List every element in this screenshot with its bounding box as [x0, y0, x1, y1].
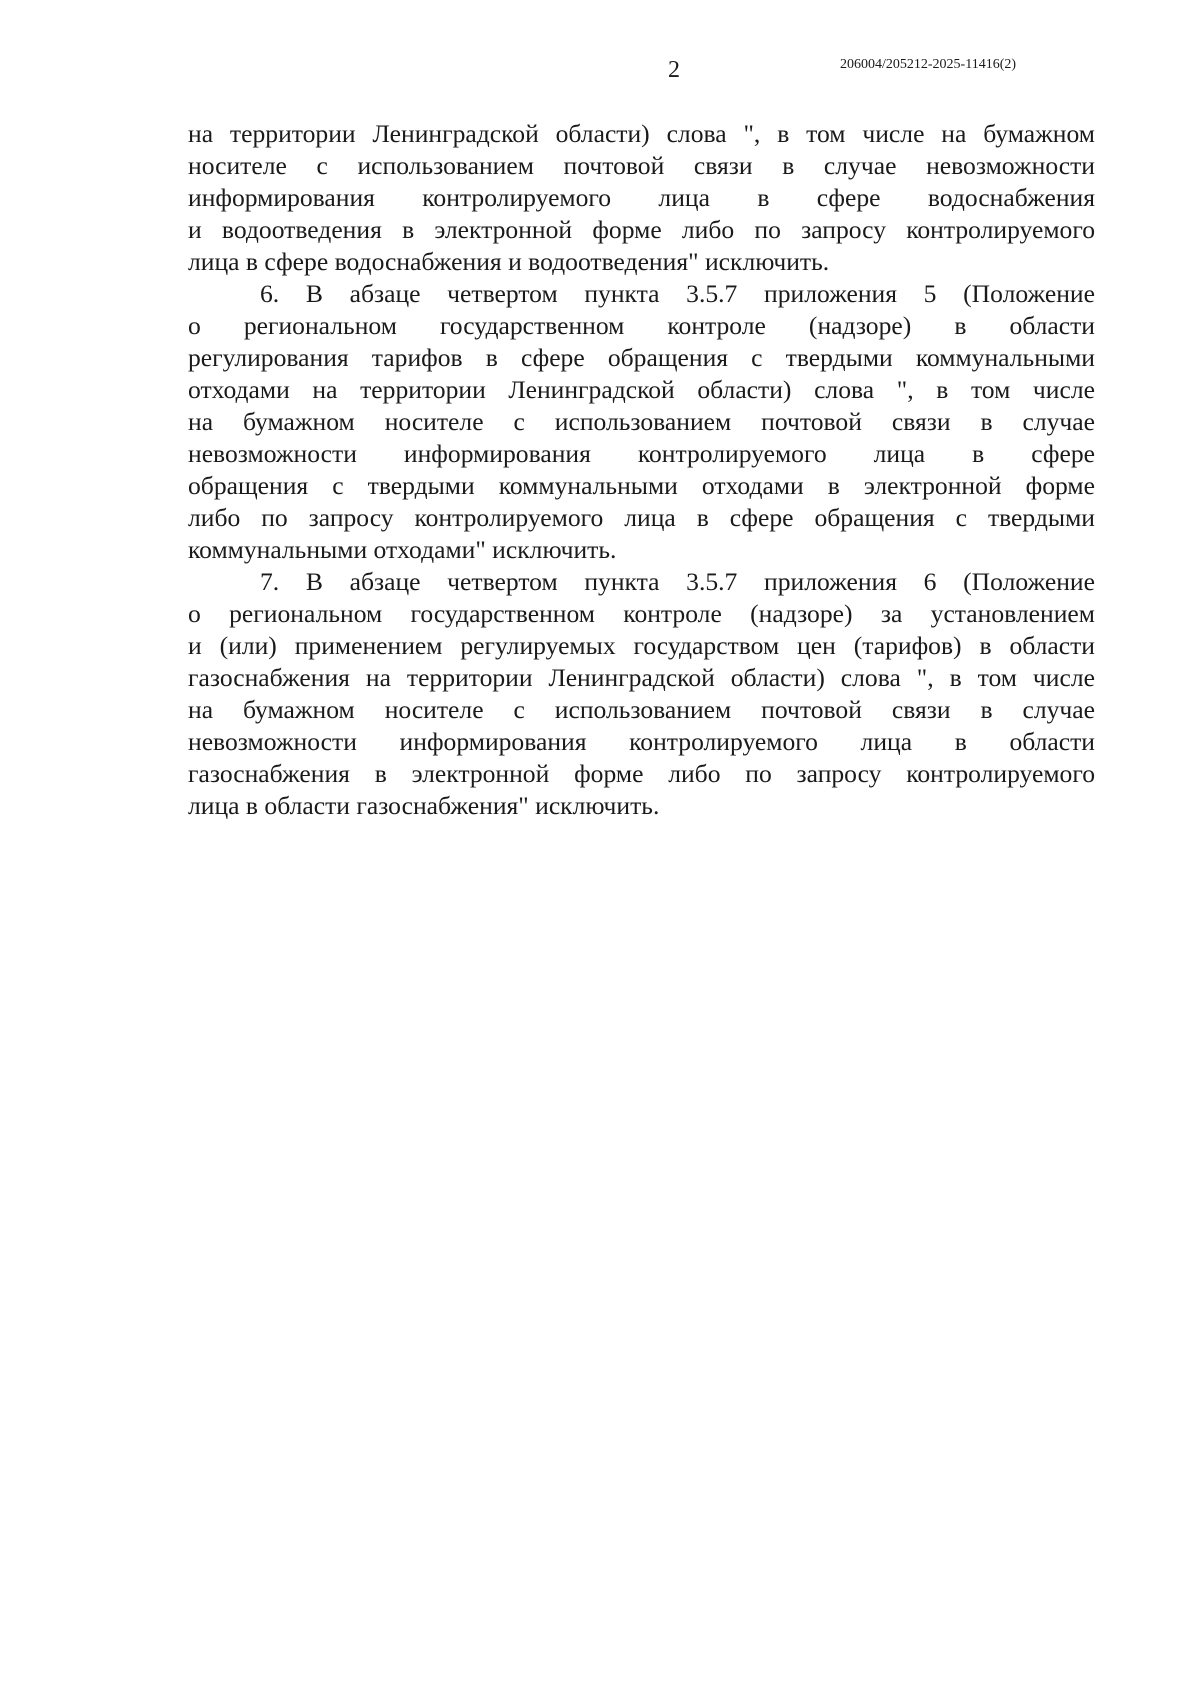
paragraph-item-7 [188, 566, 1095, 822]
text-line: информирования контролируемого лица в сфере водоснабжения [188, 183, 1095, 212]
text-line: о региональном государственном контроле (надзоре) за установлением [188, 599, 1095, 628]
text-line: газоснабжения на территории Ленинградской области) слова ", в том числе [188, 663, 1095, 692]
text-line: о региональном государственном контроле (надзоре) в области [188, 311, 1095, 340]
text-line: на бумажном носителе с использованием почтовой связи в случае [188, 695, 1095, 724]
text-line: либо по запросу контролируемого лица в сфере обращения с твердыми [188, 503, 1095, 532]
text-line: лица в сфере водоснабжения и водоотведения" исключить. [188, 247, 830, 276]
text-line: газоснабжения в электронной форме либо по запросу контролируемого [188, 759, 1095, 788]
text-line: и водоотведения в электронной форме либо по запросу контролируемого [188, 215, 1095, 244]
paragraph-item-6 [188, 278, 1095, 566]
text-line: невозможности информирования контролируемого лица в сфере [188, 439, 1095, 468]
text-line: регулирования тарифов в сфере обращения с твердыми коммунальными [188, 343, 1095, 372]
text-line: на территории Ленинградской области) слова ", в том числе на бумажном [188, 119, 1095, 148]
text-line: и (или) применением регулируемых государством цен (тарифов) в области [188, 631, 1095, 660]
text-line: обращения с твердыми коммунальными отходами в электронной форме [188, 471, 1095, 500]
paragraph-continuation [188, 118, 1095, 278]
text-line: отходами на территории Ленинградской области) слова ", в том числе [188, 375, 1095, 404]
text-line: 6. В абзаце четвертом пункта 3.5.7 приложения 5 (Положение [260, 279, 1095, 308]
text-line: 7. В абзаце четвертом пункта 3.5.7 приложения 6 (Положение [260, 567, 1095, 596]
text-line: на бумажном носителе с использованием почтовой связи в случае [188, 407, 1095, 436]
text-line: невозможности информирования контролируемого лица в области [188, 727, 1095, 756]
page-number: 2 [668, 57, 680, 83]
text-line: лица в области газоснабжения" исключить. [188, 791, 660, 820]
text-line: носителе с использованием почтовой связи в случае невозможности [188, 151, 1095, 180]
document-body [188, 118, 1095, 822]
text-line: коммунальными отходами" исключить. [188, 535, 617, 564]
document-id: 206004/205212-2025-11416(2) [840, 57, 1017, 72]
